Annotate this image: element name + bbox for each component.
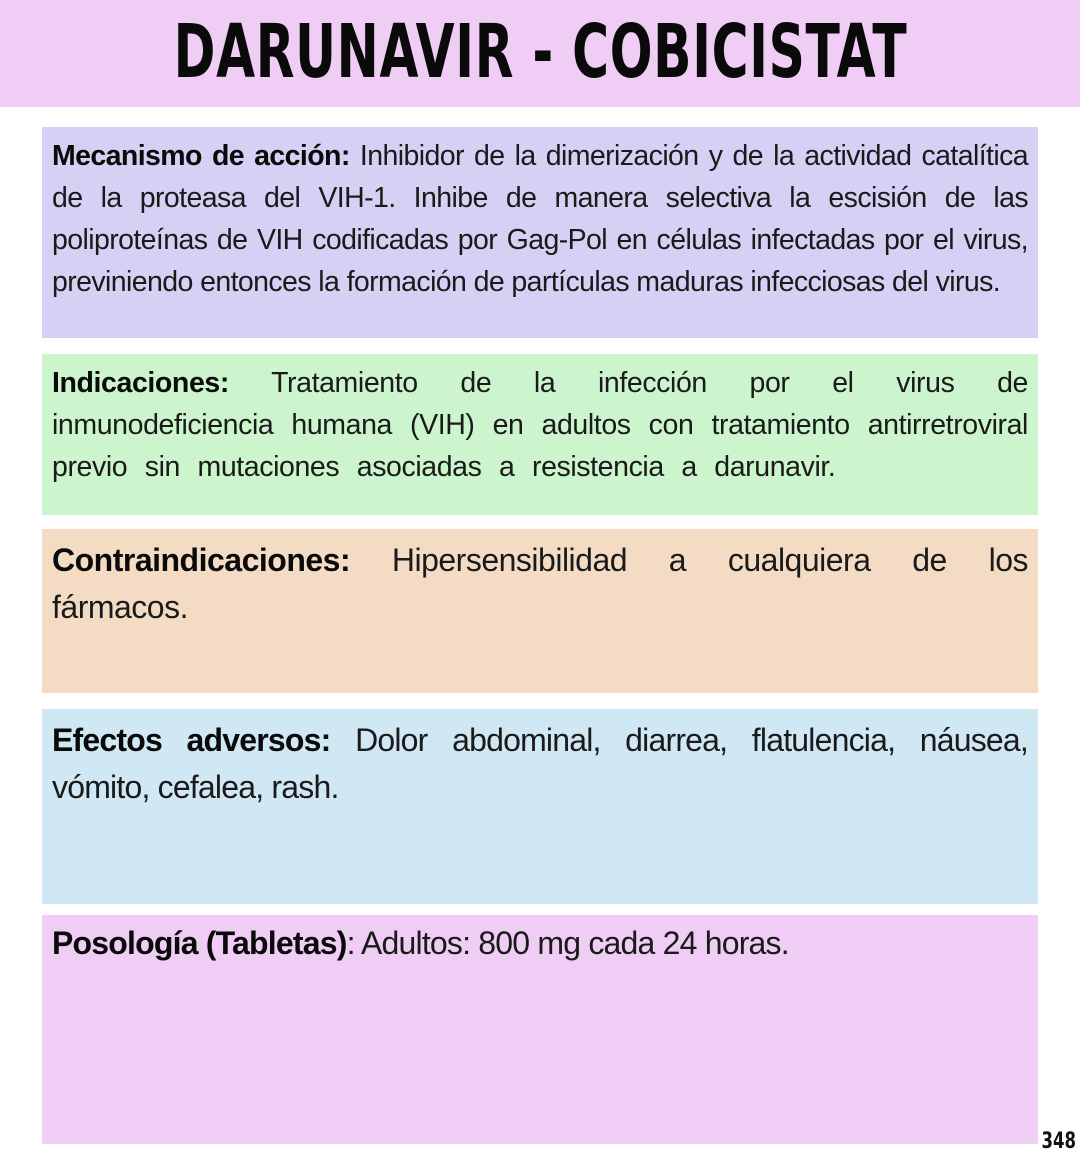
section-body	[52, 537, 1028, 631]
section-label: Mecanismo de acción:	[52, 140, 350, 172]
title-banner	[0, 0, 1080, 107]
section-body	[52, 717, 1028, 811]
section-efectos-adversos	[42, 709, 1038, 904]
section-label: Efectos adversos:	[52, 722, 331, 758]
section-label: Contraindicaciones:	[52, 542, 351, 578]
section-body	[52, 923, 1028, 963]
section-body	[52, 362, 1028, 488]
section-contraindicaciones	[42, 529, 1038, 693]
section-body	[52, 135, 1028, 303]
page-number: 348	[1041, 1129, 1076, 1154]
section-posologia	[42, 915, 1038, 1144]
section-text: : Adultos: 800 mg cada 24 horas.	[346, 925, 789, 961]
section-text: Dolor abdominal, diarrea, flatulencia, náusea, vómito, cefalea, rash.	[52, 722, 1028, 805]
section-text: Hipersensibilidad a cualquiera de los fármacos.	[52, 542, 1028, 625]
section-text: Tratamiento de la infección por el virus de inmunodeficiencia humana (VIH) en adultos con tratamiento antirretroviral previo sin mutaciones asociadas a resistencia a darunavir.	[52, 367, 1028, 483]
page-title: DARUNAVIR - COBICISTAT	[173, 8, 907, 95]
section-mecanismo-de-accion	[42, 127, 1038, 338]
section-indicaciones	[42, 354, 1038, 515]
section-label: Posología (Tabletas)	[52, 925, 347, 961]
section-label: Indicaciones:	[52, 367, 229, 399]
section-text: Inhibidor de la dimerización y de la actividad catalítica de la proteasa del VIH-1. Inhibe de manera selectiva la escisión de las poliproteínas de VIH codificadas por Gag-Pol en células infectadas por el virus, previniendo entonces la formación de partículas maduras infecciosas del virus.	[52, 140, 1028, 298]
